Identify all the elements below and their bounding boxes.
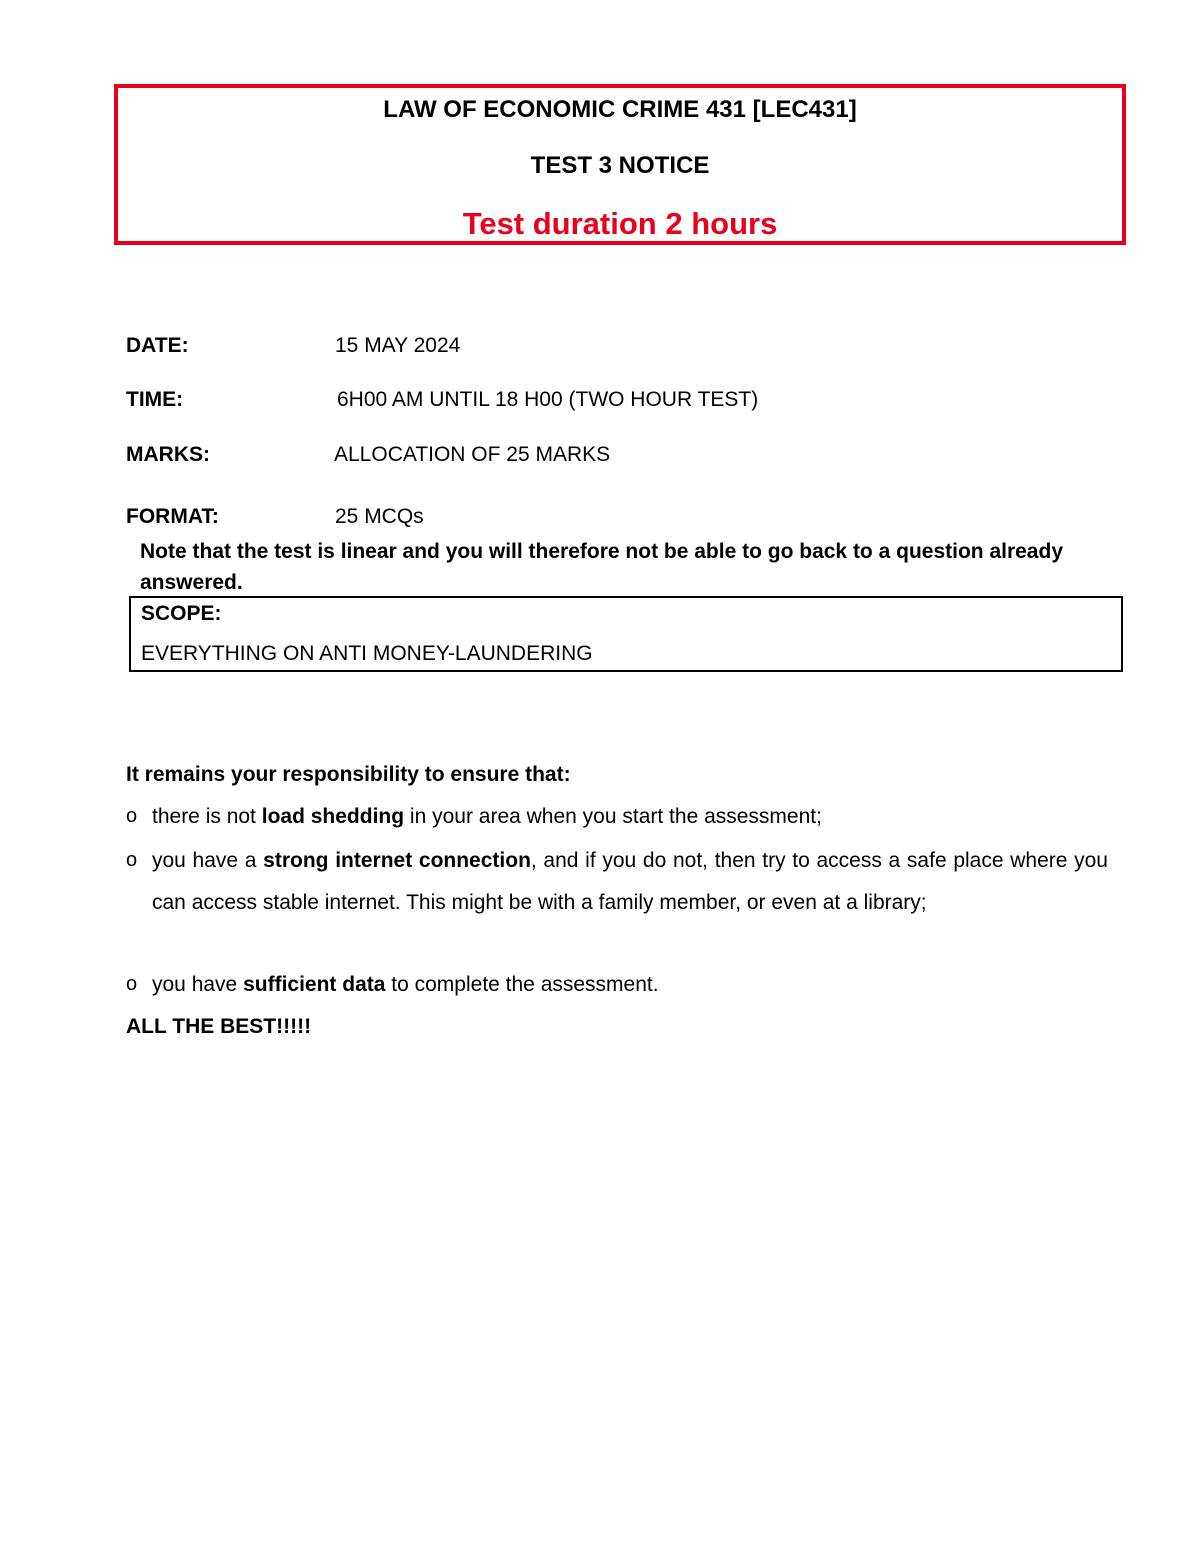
item-text: you have bbox=[152, 973, 244, 996]
format-label: FORMAT: bbox=[126, 505, 219, 528]
list-item bbox=[152, 796, 1108, 838]
linear-test-note: Note that the test is linear and you will therefore not be able to go back to a question already answered. bbox=[140, 540, 1063, 594]
scope-label: SCOPE: bbox=[141, 602, 222, 625]
item-emphasis: strong internet connection bbox=[263, 849, 531, 872]
closing-message: ALL THE BEST!!!!! bbox=[126, 1015, 312, 1038]
notice-title: TEST 3 NOTICE bbox=[530, 152, 710, 179]
course-title: LAW OF ECONOMIC CRIME 431 [LEC431] bbox=[383, 96, 857, 123]
date-label: DATE: bbox=[126, 334, 189, 357]
date-value: 15 MAY 2024 bbox=[335, 334, 461, 357]
bullet-marker: o bbox=[126, 973, 138, 995]
responsibility-heading: It remains your responsibility to ensure that: bbox=[126, 763, 571, 786]
scope-box bbox=[129, 596, 1123, 672]
item-text: in your area when you start the assessment; bbox=[404, 805, 822, 828]
time-label: TIME: bbox=[126, 388, 184, 411]
marks-value: ALLOCATION OF 25 MARKS bbox=[334, 443, 611, 466]
item-emphasis: load shedding bbox=[261, 805, 405, 828]
bullet-marker: o bbox=[126, 805, 138, 827]
time-value: 6H00 AM UNTIL 18 H00 (TWO HOUR TEST) bbox=[337, 388, 759, 411]
bullet-marker: o bbox=[126, 849, 138, 871]
format-value: 25 MCQs bbox=[335, 505, 424, 528]
title-box bbox=[114, 84, 1126, 245]
marks-label: MARKS: bbox=[126, 443, 210, 466]
list-item bbox=[152, 840, 1108, 923]
item-text: there is not bbox=[152, 805, 262, 828]
scope-value: EVERYTHING ON ANTI MONEY-LAUNDERING bbox=[141, 642, 593, 665]
item-text: , and if you do not, then try to access a safe place where you can access stable internet. This might be with a family member, or even at a library; bbox=[152, 849, 1108, 914]
list-item bbox=[152, 964, 1108, 1006]
item-text: to complete the assessment. bbox=[385, 973, 659, 996]
item-emphasis: sufficient data bbox=[243, 973, 386, 996]
item-text: you have a bbox=[152, 849, 264, 872]
duration-title: Test duration 2 hours bbox=[462, 206, 778, 241]
